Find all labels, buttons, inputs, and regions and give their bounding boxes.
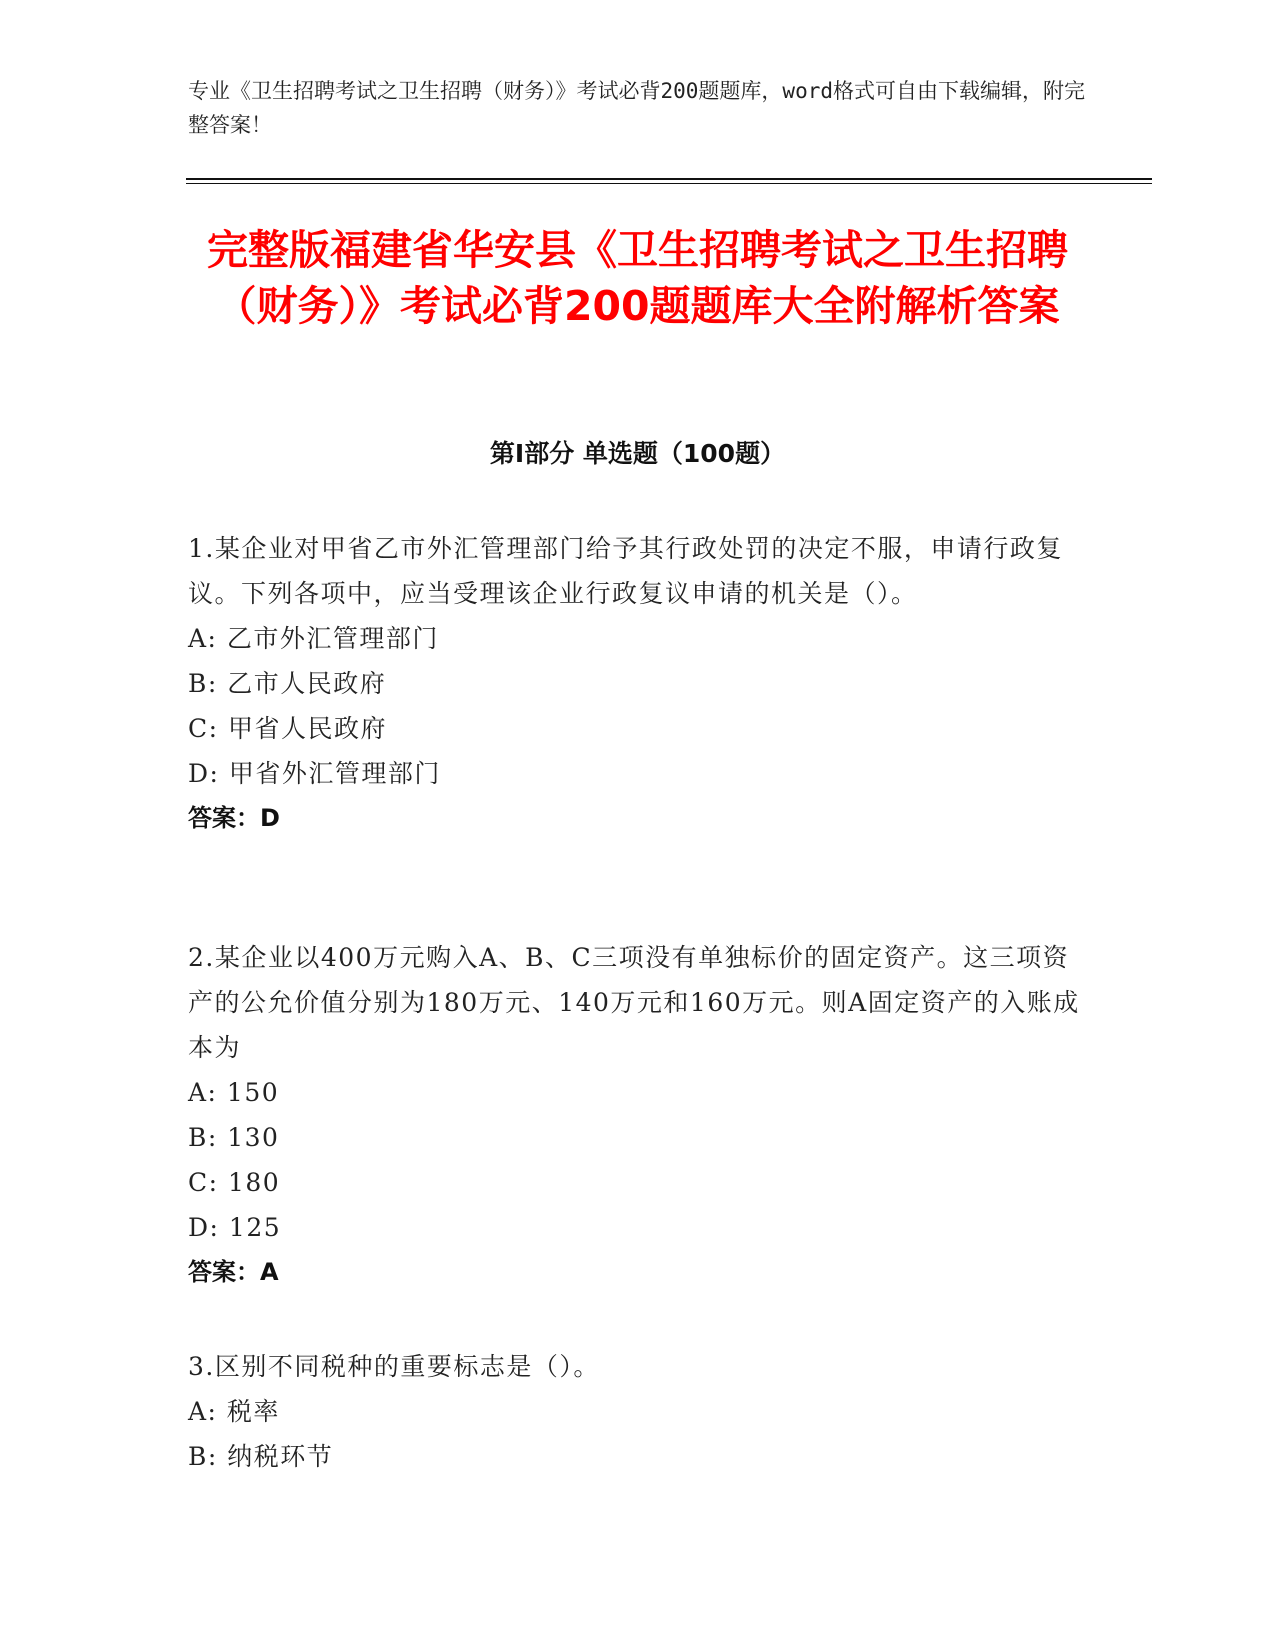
option-d: D: 甲省外汇管理部门 xyxy=(188,759,441,788)
option-b: B: 乙市人民政府 xyxy=(188,669,387,698)
option-a: A: 乙市外汇管理部门 xyxy=(188,624,439,653)
question-stem: 2.某企业以400万元购入A、B、C三项没有单独标价的固定资产。这三项资产的公允价值分别为180万元、140万元和160万元。则A固定资产的入账成本为 xyxy=(188,943,1080,1062)
document-title: 完整版福建省华安县《卫生招聘考试之卫生招聘（财务）》考试必背200题题库大全附解析答案 xyxy=(207,226,1068,330)
question-1 xyxy=(188,526,1088,841)
option-a: A: 税率 xyxy=(188,1397,280,1426)
option-b: B: 纳税环节 xyxy=(188,1442,334,1471)
answer: 答案：A xyxy=(188,1258,279,1286)
option-c: C: 180 xyxy=(188,1168,281,1197)
option-a: A: 150 xyxy=(188,1078,280,1107)
question-2 xyxy=(188,935,1088,1295)
header-note: 专业《卫生招聘考试之卫生招聘（财务）》考试必背200题题库，word格式可自由下载编辑，附完整答案！ xyxy=(188,79,1085,137)
question-3 xyxy=(188,1344,1088,1479)
section-heading: 第I部分 单选题（100题） xyxy=(489,439,786,468)
option-c: C: 甲省人民政府 xyxy=(188,714,387,743)
question-stem: 3.区别不同税种的重要标志是（）。 xyxy=(188,1352,600,1381)
option-d: D: 125 xyxy=(188,1213,282,1242)
option-b: B: 130 xyxy=(188,1123,280,1152)
header-divider-thin xyxy=(186,183,1152,184)
question-stem: 1.某企业对甲省乙市外汇管理部门给予其行政处罚的决定不服，申请行政复议。下列各项中，应当受理该企业行政复议申请的机关是（）。 xyxy=(188,534,1063,608)
header-divider-thick xyxy=(186,178,1152,180)
answer: 答案：D xyxy=(188,804,280,832)
